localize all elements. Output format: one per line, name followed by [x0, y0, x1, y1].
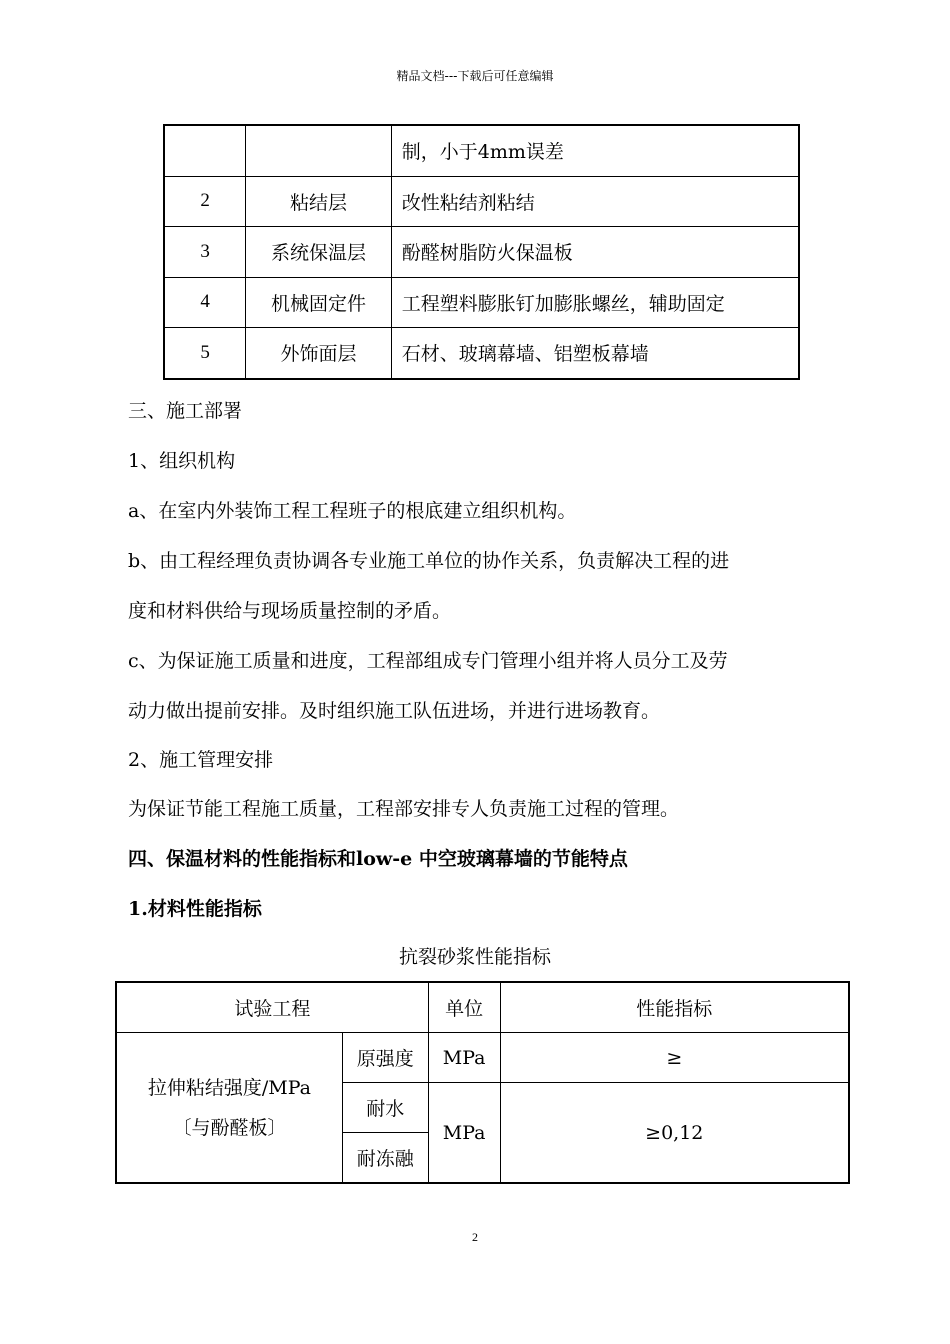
layer-description: 改性粘结剂粘结: [391, 176, 799, 227]
table-header-row: [116, 982, 849, 1033]
layer-description: 酚醛树脂防火保温板: [391, 227, 799, 278]
row-number: 4: [164, 277, 246, 328]
page-header: 精品文档---下载后可任意编辑: [396, 69, 554, 83]
layer-description: 石材、玻璃幕墙、铝塑板幕墙: [391, 328, 799, 379]
group-label-line2: 〔与酚醛板〕: [172, 1116, 287, 1139]
table-row: [164, 227, 799, 278]
paragraph-a: a、在室内外装饰工程工程班子的根底建立组织机构。: [128, 500, 577, 522]
section-heading: 四、保温材料的性能指标和low-e 中空玻璃幕墙的节能特点: [128, 848, 628, 870]
section-heading: 三、施工部署: [128, 400, 243, 422]
paragraph-c-line1: c、为保证施工质量和进度，工程部组成专门管理小组并将人员分工及劳: [128, 650, 728, 672]
paragraph: 为保证节能工程施工质量，工程部安排专人负责施工过程的管理。: [128, 798, 680, 820]
layer-name: 机械固定件: [246, 277, 392, 328]
header-item: 试验工程: [116, 982, 428, 1033]
row-number: [164, 125, 246, 176]
unit-cell: MPa: [428, 1083, 500, 1184]
structure-table: [163, 124, 800, 380]
value-cell: ≥0,12: [500, 1083, 849, 1184]
page-number: 2: [472, 1230, 478, 1244]
performance-table: [115, 981, 850, 1184]
row-number: 5: [164, 328, 246, 379]
table-row: [164, 328, 799, 379]
value-cell: ≥: [500, 1033, 849, 1083]
subsection-heading: 2、施工管理安排: [128, 749, 274, 771]
row-number: 2: [164, 176, 246, 227]
test-label: 原强度: [342, 1033, 428, 1083]
header-index: 性能指标: [500, 982, 849, 1033]
paragraph-c-line2: 动力做出提前安排。及时组织施工队伍进场，并进行进场教育。: [128, 700, 661, 722]
layer-description: 工程塑料膨胀钉加膨胀螺丝，辅助固定: [391, 277, 799, 328]
paragraph-b-line1: b、由工程经理负责协调各专业施工单位的协作关系，负责解决工程的进: [128, 550, 730, 572]
group-label-line1: 拉伸粘结强度/MPa: [147, 1076, 312, 1099]
layer-name: 系统保温层: [246, 227, 392, 278]
test-label: 耐冻融: [342, 1133, 428, 1184]
table-row: [164, 176, 799, 227]
table-caption: 抗裂砂浆性能指标: [398, 946, 551, 968]
unit-cell: MPa: [428, 1033, 500, 1083]
row-number: 3: [164, 227, 246, 278]
layer-description: 制，小于4mm误差: [391, 125, 799, 176]
subsection-heading: 1.材料性能指标: [128, 898, 262, 920]
header-unit: 单位: [428, 982, 500, 1033]
subsection-heading: 1、组织机构: [128, 450, 236, 472]
layer-name: [246, 125, 392, 176]
layer-name: 粘结层: [246, 176, 392, 227]
test-label: 耐水: [342, 1083, 428, 1133]
group-label: [116, 1033, 342, 1184]
paragraph-b-line2: 度和材料供给与现场质量控制的矛盾。: [128, 600, 452, 622]
table-row: [116, 1033, 849, 1083]
layer-name: 外饰面层: [246, 328, 392, 379]
table-row: [164, 125, 799, 176]
table-row: [164, 277, 799, 328]
